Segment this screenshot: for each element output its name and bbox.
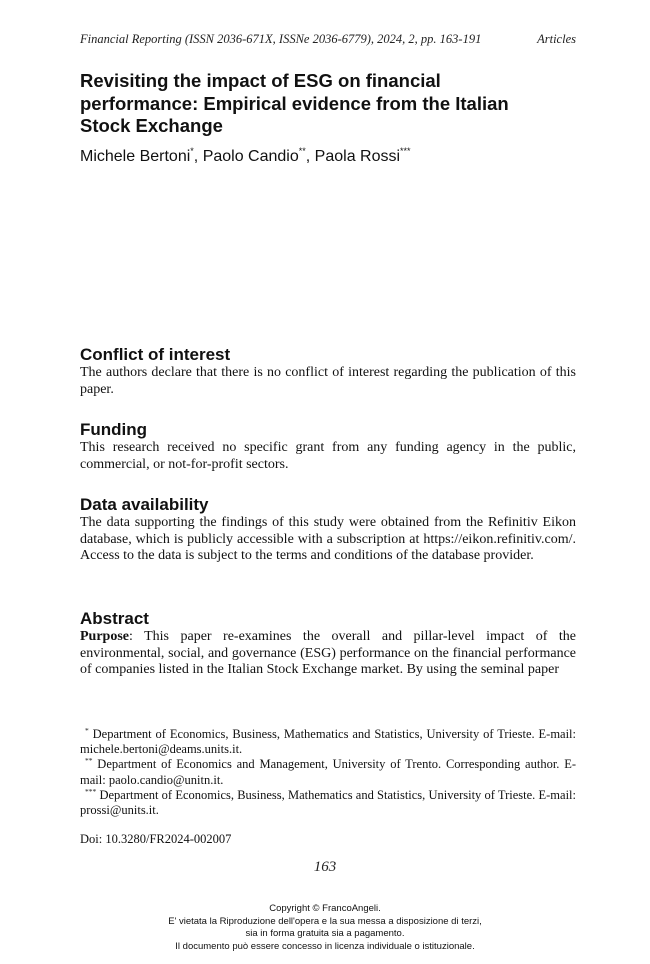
copyright-line: sia in forma gratuita sia a pagamento. (245, 928, 405, 939)
footnote-mark: *** (85, 786, 97, 796)
footnote-text: Department of Economics and Management, University of Trento. Corresponding author. E-mail: paolo.candio@unitn.it. (80, 757, 577, 787)
copyright-line: Copyright © FrancoAngeli. (269, 903, 381, 914)
abstract-text (80, 629, 576, 679)
footnote (80, 788, 576, 818)
page-number: 163 (313, 859, 337, 875)
section-heading: Conflict of interest (80, 345, 231, 364)
doi: Doi: 10.3280/FR2024-002007 (80, 832, 232, 846)
section-text: This research received no specific grant from any funding agency in the public, commercial, or not-for-profit sectors. (80, 440, 576, 472)
section-heading: Abstract (80, 609, 149, 628)
section-heading: Funding (80, 420, 148, 439)
footnote (80, 757, 576, 787)
section-label: Articles (537, 32, 576, 46)
author-footnote-mark: ** (298, 146, 306, 156)
footnote-mark: ** (85, 756, 93, 766)
author-footnote-mark: *** (400, 146, 411, 156)
purpose-label: Purpose (80, 629, 129, 644)
author-name: Paola Rossi (314, 148, 401, 165)
running-header (80, 32, 576, 48)
section-text: The authors declare that there is no conflict of interest regarding the publication of this paper. (80, 365, 576, 397)
copyright-line: E' vietata la Riproduzione dell'opera e la sua messa a disposizione di terzi, (168, 915, 482, 927)
copyright-line: Il documento può essere concesso in licenza individuale o istituzionale. (175, 940, 475, 952)
article-title: Revisiting the impact of ESG on financial performance: Empirical evidence from the Italian Stock Exchange (80, 70, 509, 136)
author-separator: , (305, 148, 315, 165)
copyright-notice (0, 903, 650, 953)
author-name: Paolo Candio (202, 148, 299, 165)
footnote-text: Department of Economics, Business, Mathematics and Statistics, University of Trieste. E-mail: prossi@units.it. (80, 787, 577, 818)
journal-citation: Financial Reporting (ISSN 2036-671X, ISSNe 2036-6779), 2024, 2, pp. 163-191 (80, 32, 482, 46)
abstract-section (80, 609, 576, 679)
footnotes (80, 727, 576, 818)
section-heading: Data availability (80, 495, 209, 514)
author-footnote-mark: * (190, 146, 194, 156)
footnote-mark: * (85, 726, 89, 735)
footnote (80, 727, 576, 757)
conflict-of-interest-section (80, 345, 576, 398)
purpose-text: : This paper re-examines the overall and pillar-level impact of the environmental, social, and governance (ESG) performance on the financial performance of companies listed in the Italian Stock Exchange market. By using the seminal paper (80, 629, 576, 677)
author-list (80, 146, 576, 168)
data-availability-section (80, 495, 576, 565)
author-name: Michele Bertoni (80, 148, 191, 165)
section-text: The data supporting the findings of this study were obtained from the Refinitiv Eikon database, which is publicly accessible with a subscription at https://eikon.refinitiv.com/. Access to the data is subject to the terms and conditions of the database provider. (80, 515, 576, 563)
footnote-text: Department of Economics, Business, Mathematics and Statistics, University of Trieste. E-mail: michele.bertoni@deams.units.it. (80, 727, 577, 757)
funding-section (80, 420, 576, 473)
author-separator: , (193, 148, 203, 165)
